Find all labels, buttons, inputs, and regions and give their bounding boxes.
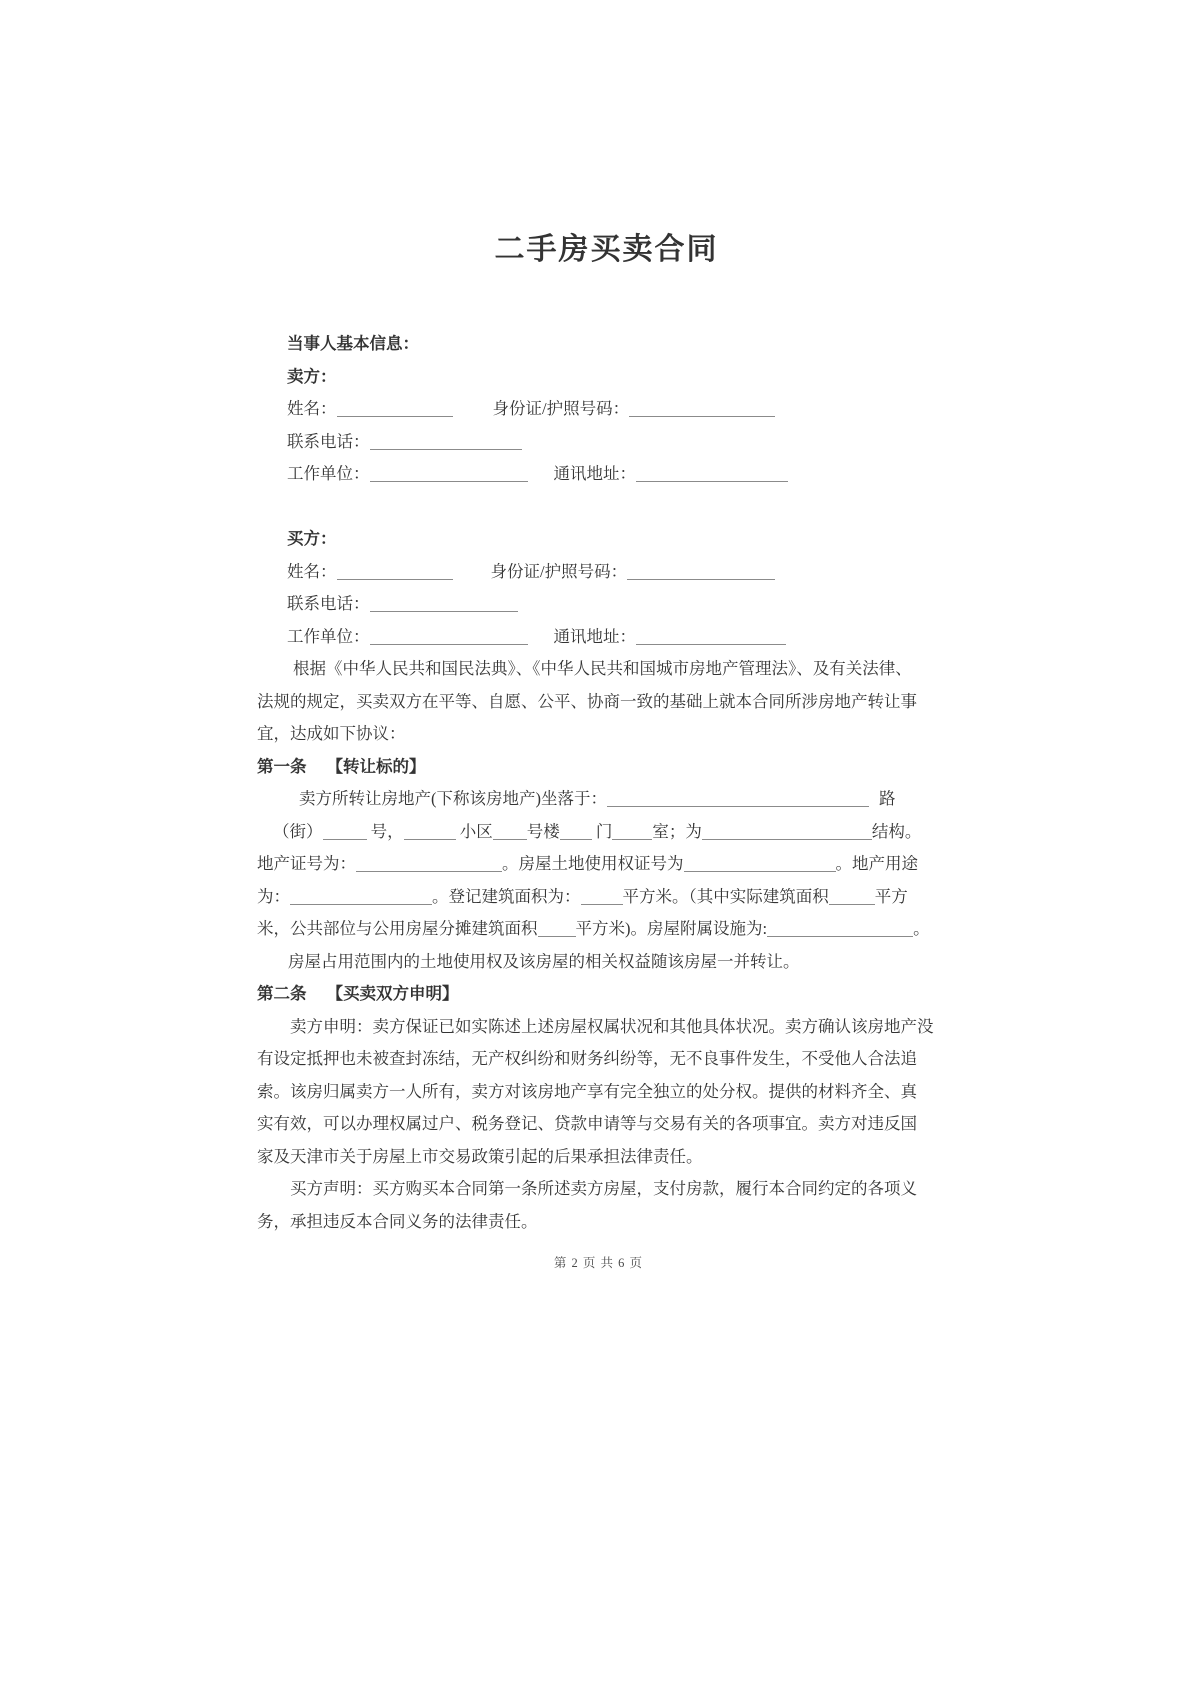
text-run: 房屋占用范围内的土地使用权及该房屋的相关权益随该房屋一并转让。	[288, 951, 800, 971]
text-run: 为：	[257, 886, 290, 906]
article-2-line-1	[257, 1011, 940, 1044]
blank-field	[370, 610, 518, 612]
text-run: 号楼	[526, 821, 560, 841]
blank-field	[323, 838, 367, 840]
blank-field	[684, 870, 836, 872]
spacer	[453, 413, 493, 414]
blank-field	[636, 643, 786, 645]
blank-field	[290, 903, 432, 905]
blank-field	[607, 805, 869, 807]
text-run: 。地产用途	[835, 854, 918, 873]
text-run: 家及天津市关于房屋上市交易政策引起的后果承担法律责任。	[257, 1146, 703, 1166]
blank-field	[627, 578, 775, 580]
text-run: 姓名：	[287, 399, 337, 418]
spacer	[307, 998, 327, 999]
text-run: 法规的规定，买卖双方在平等、自愿、公平、协商一致的基础上就本合同所涉房地产转让事	[257, 691, 917, 711]
text-run: 联系电话：	[287, 594, 370, 613]
text-run: 工作单位：	[287, 464, 370, 483]
blank-field	[337, 578, 453, 580]
text-run: 第一条	[257, 756, 307, 776]
article-1-line-3	[257, 848, 940, 881]
text-run: 身份证/护照号码：	[492, 399, 630, 418]
text-run: 卖方申明：卖方保证已如实陈述上述房屋权属状况和其他具体状况。卖方确认该房地产没	[290, 1016, 934, 1036]
seller-work-line	[257, 458, 940, 491]
text-run: 联系电话：	[287, 431, 370, 451]
article-2-line-4	[257, 1108, 940, 1141]
text-run: 【转让标的】	[326, 756, 426, 776]
text-run: 小区	[455, 821, 493, 841]
blank-field	[767, 935, 913, 937]
text-run: 。登记建筑面积为：	[432, 886, 581, 906]
article-1-line-1	[257, 783, 940, 816]
text-run: 通讯地址：	[553, 464, 636, 483]
buyer-phone-line	[257, 588, 940, 621]
text-run: 地产证号为：	[257, 854, 356, 873]
blank-field	[629, 415, 775, 417]
page-number: 第 2 页 共 6 页	[553, 1256, 644, 1270]
text-run: 结构。	[871, 821, 922, 841]
spacer	[528, 641, 554, 642]
blank-field	[356, 870, 502, 872]
blank-field	[538, 935, 576, 937]
blank-field	[829, 903, 875, 905]
text-run: 平方米)。房屋附属设施为:	[575, 919, 768, 938]
article-1-line-6	[257, 946, 940, 979]
blank-field	[370, 448, 522, 450]
blank-field	[636, 480, 788, 482]
contract-document	[257, 228, 940, 1271]
text-run: 【买卖双方申明】	[326, 984, 459, 1003]
spacer	[528, 478, 554, 479]
blank-field	[370, 643, 528, 645]
seller-heading	[257, 361, 940, 394]
text-run: 买方：	[287, 529, 337, 548]
text-run: 第二条	[257, 984, 307, 1003]
blank-field	[560, 838, 592, 840]
blank-field	[581, 903, 623, 905]
seller-name-line	[257, 393, 940, 426]
text-run: 当事人基本信息：	[287, 334, 419, 353]
preamble-line-2	[257, 686, 940, 719]
text-run: 工作单位：	[287, 626, 370, 646]
text-run: 门	[591, 821, 613, 841]
text-run: 路	[879, 789, 896, 808]
blank-field	[702, 838, 872, 840]
article-2-line-3	[257, 1076, 940, 1109]
article-1-heading	[257, 751, 940, 784]
text-run: 姓名：	[287, 561, 337, 581]
page-title: 二手房买卖合同	[494, 233, 719, 266]
text-run: 根据《中华人民共和国民法典》、《中华人民共和国城市房地产管理法》、及有关法律、	[293, 659, 912, 678]
text-run: 身份证/护照号码：	[490, 561, 628, 581]
text-run: 。房屋土地使用权证号为	[502, 854, 684, 873]
text-run: （街）	[273, 821, 323, 841]
text-run: 买方声明：买方购买本合同第一条所述卖方房屋，支付房款，履行本合同约定的各项义	[290, 1179, 917, 1198]
blank-field	[493, 838, 527, 840]
spacer	[869, 803, 879, 804]
article-2-heading	[257, 978, 940, 1011]
article-2-line-5	[257, 1141, 940, 1174]
blank-spacer-line	[257, 491, 940, 524]
article-2-line-7	[257, 1206, 940, 1239]
text-run: 实有效，可以办理权属过户、税务登记、贷款申请等与交易有关的各项事宜。卖方对违反国	[257, 1114, 917, 1133]
text-run: 。	[913, 919, 930, 938]
article-2-line-6	[257, 1173, 940, 1206]
spacer	[453, 576, 491, 577]
text-run: 有设定抵押也未被查封冻结，无产权纠纷和财务纠纷等，无不良事件发生，不受他人合法追	[257, 1049, 917, 1068]
article-1-line-5	[257, 913, 940, 946]
text-run: 平方	[874, 886, 908, 906]
blank-field	[612, 838, 652, 840]
buyer-work-line	[257, 621, 940, 654]
blank-field	[337, 415, 453, 417]
text-run: 号，	[366, 821, 404, 841]
text-run: 索。该房归属卖方一人所有，卖方对该房地产享有完全独立的处分权。提供的材料齐全、真	[257, 1081, 917, 1101]
text-run: 通讯地址：	[553, 626, 636, 646]
buyer-name-line	[257, 556, 940, 589]
text-run: 平方米。（其中实际建筑面积	[622, 886, 829, 906]
preamble-line-3	[257, 718, 940, 751]
text-run: 卖方所转让房地产(下称该房地产)坐落于：	[299, 789, 607, 808]
article-2-line-2	[257, 1043, 940, 1076]
blank-field	[404, 838, 456, 840]
text-run: 卖方：	[287, 366, 337, 386]
buyer-heading	[257, 523, 940, 556]
preamble-line-1	[257, 653, 940, 686]
contract-body	[257, 328, 940, 1238]
text-run: 室；为	[652, 821, 702, 841]
parties-info-heading	[257, 328, 940, 361]
text-run: 务，承担违反本合同义务的法律责任。	[257, 1211, 538, 1231]
text-run: 米，公共部位与公用房屋分摊建筑面积	[257, 919, 538, 938]
seller-phone-line	[257, 426, 940, 459]
blank-field	[370, 480, 528, 482]
text-run: 宜，达成如下协议：	[257, 724, 406, 743]
article-1-line-2	[257, 816, 940, 849]
article-1-line-4	[257, 881, 940, 914]
spacer	[307, 771, 327, 772]
